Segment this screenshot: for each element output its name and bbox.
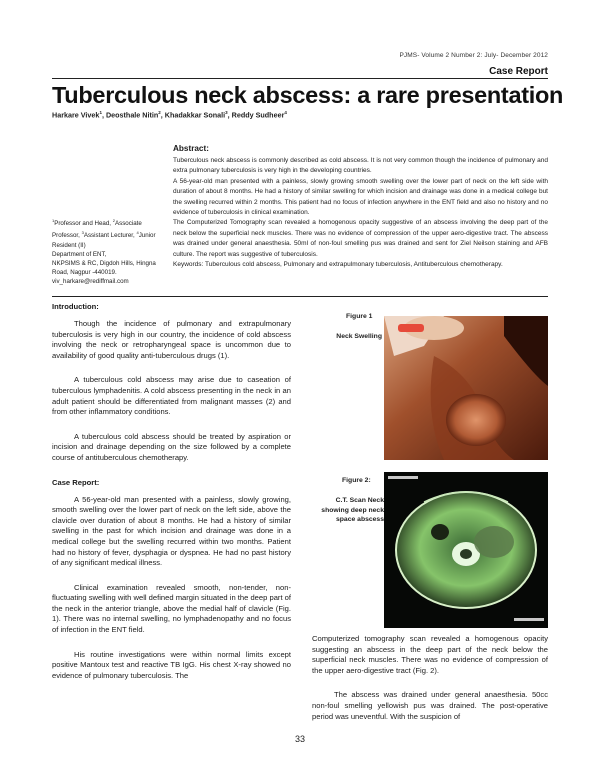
intro-paragraph: A tuberculous cold abscess may arise due to caseation of tuberculous lymphadenitis. A cold abscess presenting in the neck in an adult patient should be differentiated from malignant masses (2) and from other inflammatory conditions. bbox=[52, 375, 291, 417]
abstract-body bbox=[173, 156, 548, 270]
header-divider bbox=[52, 78, 548, 79]
intro-paragraph: A tuberculous cold abscess should be treated by aspiration or incision and drainage depending on the size followed by a complete course of antituberculous chemotherapy. bbox=[52, 431, 291, 462]
author-name: Deosthale Nitin bbox=[105, 110, 159, 120]
case-heading: Case Report: bbox=[52, 477, 100, 487]
right-column bbox=[312, 634, 548, 722]
abstract-paragraph: The Computerized Tomography scan revealed a homogenous opacity suggestive of an abscess involving the deep part of the neck below the superficial neck muscles. There was no evidence of compression of the upper aero-digestive tract. The abscess was drained under general anaesthesia. 50ml of non-foul smelling pus was drained and sent for Ziel Neilson staining and AFB culture. The report was suggestive of tuberculosis. bbox=[173, 219, 548, 258]
abstract-heading: Abstract: bbox=[173, 144, 209, 153]
body-paragraph: Computerized tomography scan revealed a homogenous opacity suggesting an abscess in the deep part of the neck below the superficial neck muscles. There was no evidence of compression of the upper aero-digestive tract (Fig. 2). bbox=[312, 634, 548, 675]
ct-scan-image bbox=[384, 472, 548, 628]
intro-paragraph: Though the incidence of pulmonary and extrapulmonary tuberculosis is very high in our country, the incidence of cold abscess involving the neck or retropharyngeal space is uncommon due to availability of good quality anti-tuberculous drugs (1). bbox=[52, 319, 291, 360]
figure-2-caption: C.T. Scan Neck showing deep neck space abscess bbox=[321, 497, 384, 524]
author-name: Reddy Sudheer bbox=[231, 110, 285, 120]
left-column bbox=[52, 302, 291, 681]
case-paragraph: A 56-year-old man presented with a painless, slowly growing, smooth swelling over the lower part of neck on the left side, above the clavicle over duration of about 8 months. He had a history of similar swelling in the past for which incision and drainage was done in a medical college but the swelling recurred within two months. Patient had no history of fever, dysphagia or dyspnea. He had no past history of any significant medical illness. bbox=[52, 494, 291, 568]
figure-1-label: Figure 1 bbox=[346, 313, 373, 320]
figure-1-caption: Neck Swelling bbox=[336, 333, 382, 340]
section-divider bbox=[52, 296, 548, 297]
intro-heading: Introduction: bbox=[52, 302, 99, 311]
abstract-keywords: Keywords: Tuberculous cold abscess, Pulmonary and extrapulmonary tuberculosis, Antituberculous chemotherapy. bbox=[173, 261, 503, 269]
article-type: Case Report bbox=[489, 66, 548, 77]
author-affiliation: $^1$Professor and Head, $^2$Associate Professor, $^3$Assistant Lecturer, $^4$Junior Resident (II) Department of ENT, NKPSIMS & RC, Digdoh Hills, Hingna Road, Nagpur -440019. viv_harkare@rediffmail.com bbox=[52, 216, 170, 287]
author-list: Harkare Vivek$^1$, Deosthale Nitin$^2$, Khadakkar Sonali$^3$, Reddy Sudheer$^4$ bbox=[52, 110, 287, 120]
page-number: 33 bbox=[294, 734, 305, 744]
figure-2-label: Figure 2: bbox=[342, 477, 371, 484]
author-email: viv_harkare@rediffmail.com bbox=[52, 278, 129, 286]
body-paragraph: The abscess was drained under general anaesthesia. 50cc non-foul smelling yellowish pus was drained. The post-operative period was uneventful. With the suspicion of bbox=[312, 690, 548, 721]
author-name: Khadakkar Sonali bbox=[164, 110, 226, 120]
case-paragraph: His routine investigations were within normal limits except positive Mantoux test and reactive TB IgG. His chest X-ray showed no evidence of pulmonary tuberculosis. The bbox=[52, 649, 291, 680]
abstract-paragraph: A 56-year-old man presented with a painless, slowly growing smooth swelling over the lower part of neck on the left side with duration of about 8 months. He had a history of similar swelling for which incision and drainage was done in a medical college but the swelling recurred within 2 months. This patient had no focus of infection anywhere in the ENT field and also no history and no evidence of tuberculosis in clinical examination. bbox=[173, 177, 548, 217]
neck-swelling-photo bbox=[384, 316, 548, 460]
abstract-paragraph: Tuberculous neck abscess is commonly described as cold abscess. It is not very common though the incidence of pulmonary and extra pulmonary tuberculosis is very high in the developing countries. bbox=[173, 157, 548, 175]
article-title: Tuberculous neck abscess: a rare presentation bbox=[52, 82, 564, 108]
case-paragraph: Clinical examination revealed smooth, non-tender, non-fluctuating swelling with well defined margin situated in the deep part of the neck in the anterior triangle, above the medial half of clavicle (Fig. 1). There was no internal swelling, no lymphadenopathy and no focus of infection in the ENT field. bbox=[52, 582, 291, 635]
author-name: Harkare Vivek bbox=[52, 110, 100, 120]
journal-citation: PJMS- Volume 2 Number 2: July- December 2012 bbox=[399, 52, 548, 59]
